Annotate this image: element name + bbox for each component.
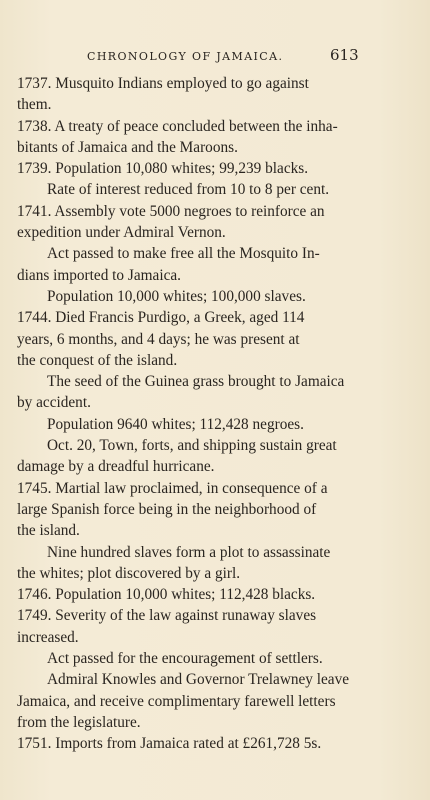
text-line: from the legislature. — [17, 713, 141, 731]
page-number: 613 — [330, 46, 359, 64]
text-line: large Spanish force being in the neighborhood of — [17, 500, 317, 518]
text-line: 1751. Imports from Jamaica rated at £261,728 5s. — [17, 735, 322, 753]
text-line: Nine hundred slaves form a plot to assassinate — [47, 543, 331, 561]
text-line: 1741. Assembly vote 5000 negroes to reinforce an — [17, 202, 325, 220]
text-line: bitants of Jamaica and the Maroons. — [17, 138, 238, 156]
text-line: by accident. — [17, 394, 91, 412]
chronology-text — [17, 73, 367, 755]
text-line: 1737. Musquito Indians employed to go against — [17, 75, 309, 92]
text-line: 1749. Severity of the law against runaway slaves — [17, 607, 317, 625]
text-line: Population 10,000 whites; 100,000 slaves. — [47, 287, 306, 305]
text-line: 1744. Died Francis Purdigo, a Greek, aged 114 — [17, 309, 305, 327]
text-line: Act passed for the encouragement of settlers. — [47, 650, 323, 668]
text-line: Oct. 20, Town, forts, and shipping sustain great — [47, 437, 337, 455]
text-line: Act passed to make free all the Mosquito In- — [47, 245, 320, 263]
text-line: damage by a dreadful hurricane. — [17, 458, 215, 476]
text-line: expedition under Admiral Vernon. — [17, 224, 226, 242]
text-line: them. — [17, 96, 52, 114]
text-line: Rate of interest reduced from 10 to 8 per cent. — [47, 181, 330, 199]
text-line: increased. — [17, 628, 79, 646]
text-line: the conquest of the island. — [17, 351, 178, 369]
text-line: dians imported to Jamaica. — [17, 266, 181, 284]
text-line: 1746. Population 10,000 whites; 112,428 blacks. — [17, 586, 316, 604]
text-line: the island. — [17, 522, 80, 540]
text-line: Population 9640 whites; 112,428 negroes. — [47, 415, 304, 433]
text-line: 1739. Population 10,080 whites; 99,239 blacks. — [17, 160, 309, 178]
text-line: Admiral Knowles and Governor Trelawney leave — [47, 671, 350, 689]
text-line: years, 6 months, and 4 days; he was present at — [17, 330, 300, 348]
text-line: The seed of the Guinea grass brought to Jamaica — [47, 373, 345, 391]
page-header — [0, 46, 430, 66]
text-line: Jamaica, and receive complimentary farewell letters — [17, 692, 336, 710]
running-head: CHRONOLOGY OF JAMAICA. — [87, 50, 284, 63]
text-line: 1738. A treaty of peace concluded between the inha- — [17, 117, 338, 135]
text-line: the whites; plot discovered by a girl. — [17, 564, 241, 582]
text-line: 1745. Martial law proclaimed, in consequence of a — [17, 479, 328, 497]
